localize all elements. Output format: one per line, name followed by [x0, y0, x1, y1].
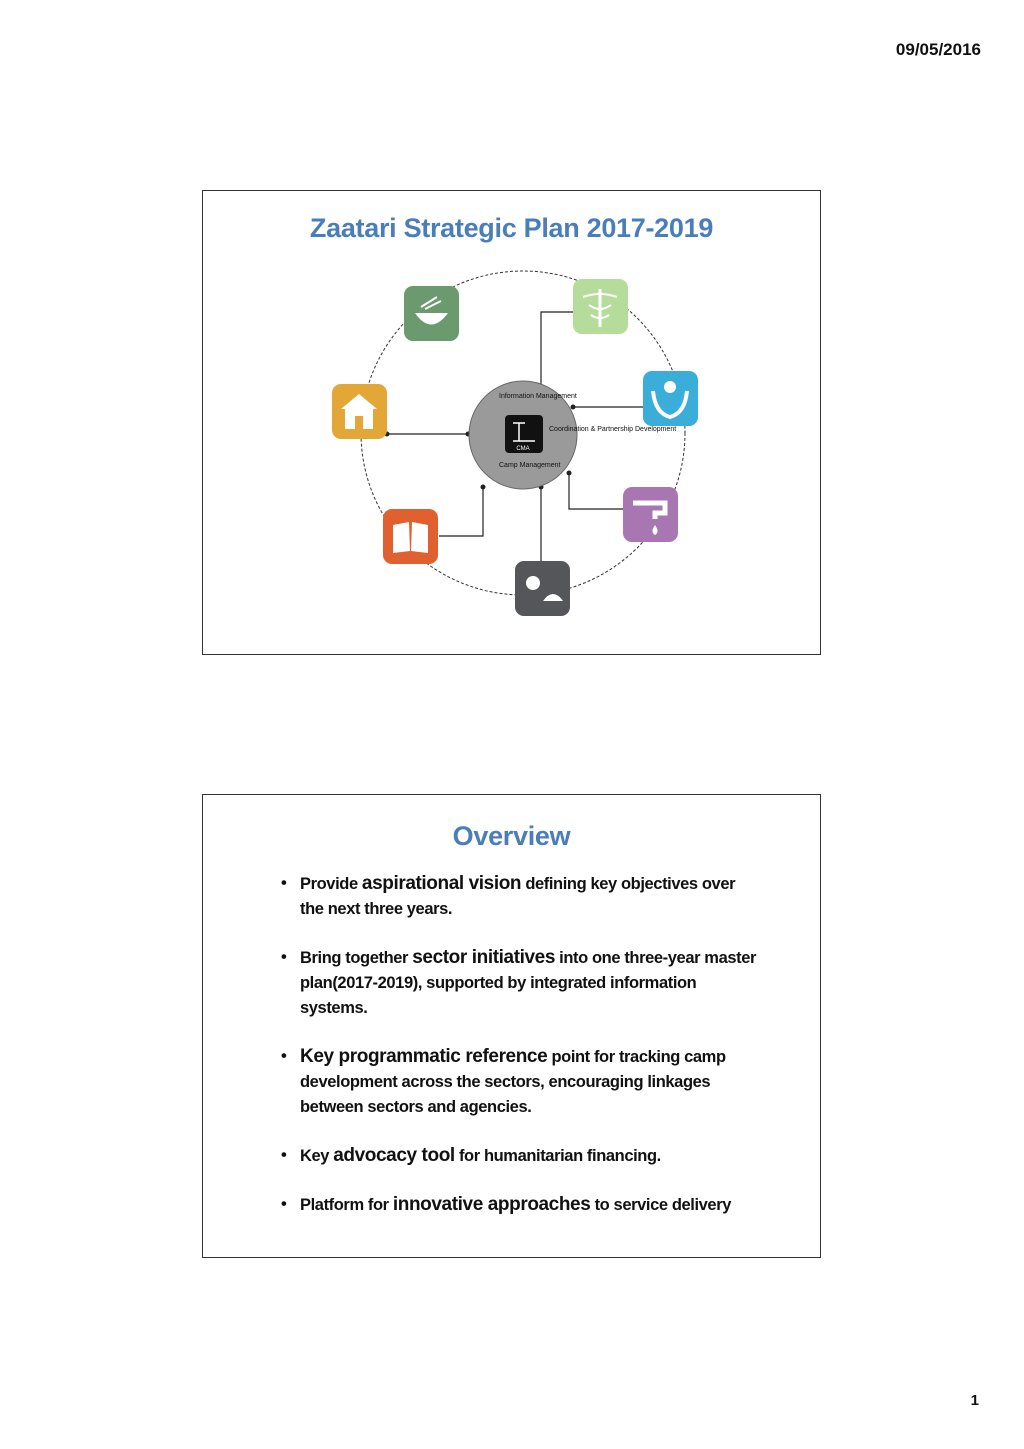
- hub-center-label: CMA: [516, 446, 530, 452]
- bullet-item: • Key advocacy tool for humanitarian financing.: [281, 1143, 761, 1169]
- hub-label-coordination: Coordination & Partnership Development: [549, 426, 677, 433]
- livelihoods-icon: [515, 561, 570, 616]
- overview-bullet-list: [281, 871, 761, 1241]
- sector-diagram: [203, 191, 822, 656]
- bullet-item: • Platform for innovative approaches to service delivery: [281, 1192, 761, 1218]
- hub-label-camp-management: Camp Management: [499, 462, 561, 469]
- water-tap-icon: [623, 487, 678, 542]
- slide-overview: [202, 794, 821, 1258]
- shelter-house-icon: [332, 384, 387, 439]
- slide-title: Overview: [452, 821, 571, 851]
- bullet-item: • Provide aspirational vision defining key objectives over the next three years.: [281, 871, 761, 922]
- health-caduceus-icon: [573, 279, 628, 334]
- slide-title: Zaatari Strategic Plan 2017-2019: [309, 213, 714, 243]
- food-bowl-icon: [404, 286, 459, 341]
- slide-strategic-plan: [202, 190, 821, 655]
- bullet-item: • Key programmatic reference point for tracking camp development across the sectors, encouraging linkages between sectors and agencies.: [281, 1044, 761, 1120]
- page-date: 09/05/2016: [895, 40, 981, 59]
- hub-label-information-management: Information Management: [499, 393, 577, 400]
- bullet-item: • Bring together sector initiatives into one three-year master plan(2017-2019), supported by integrated information systems.: [281, 945, 761, 1021]
- protection-hands-icon: [643, 371, 698, 426]
- page-number: 1: [970, 1392, 979, 1409]
- education-book-icon: [383, 509, 438, 564]
